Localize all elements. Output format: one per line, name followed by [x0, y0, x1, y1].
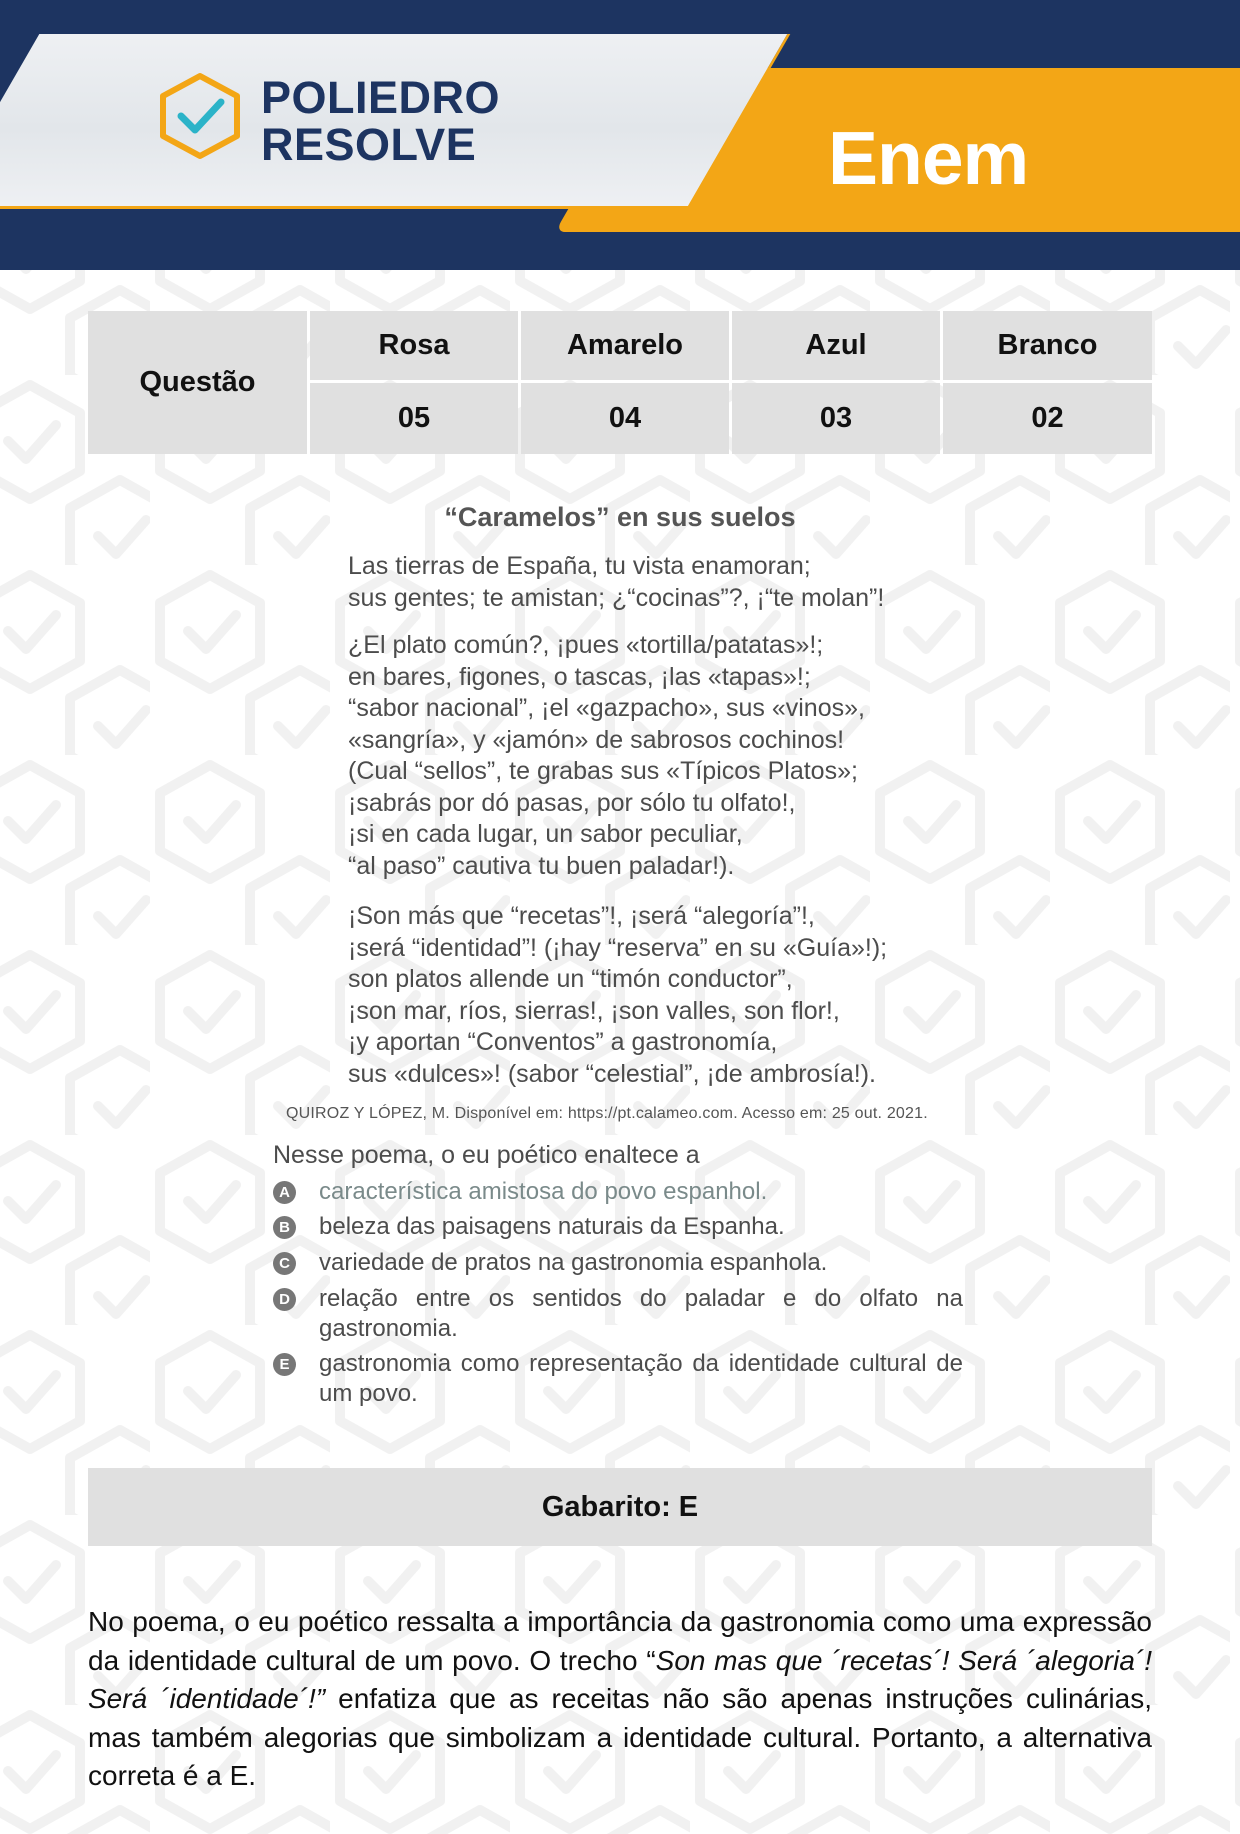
poem-line: «sangría», y «jamón» de sabrosos cochinos! — [348, 725, 845, 754]
poem-line: ¿El plato común?, ¡pues «tortilla/patatas»!; — [348, 631, 824, 659]
question-number-table — [88, 311, 1152, 454]
option-letter-badge: E — [273, 1353, 296, 1376]
explanation-paragraph — [88, 1603, 1152, 1796]
explanation-text-start: No poema, o eu poético ressalta a importância da gastronomia como uma expressão da identidade cultural de um povo. O trecho “ — [88, 1606, 1152, 1676]
brand-line-1: POLIEDRO — [261, 72, 501, 123]
table-value-branco: 02 — [943, 383, 1152, 454]
poem-line: sus «dulces»! (sabor “celestial”, ¡de ambrosía!). — [348, 1059, 876, 1088]
option-text: beleza das paisagens naturais da Espanha. — [319, 1213, 785, 1240]
option-letter-badge: A — [273, 1181, 296, 1204]
table-value-amarelo: 04 — [521, 383, 729, 454]
answer-key-bar — [88, 1468, 1152, 1546]
poem-stanza-3 — [348, 901, 1008, 1090]
poem-line: “sabor nacional”, ¡el «gazpacho», sus «vinos», — [348, 694, 865, 722]
page-header — [0, 0, 1240, 270]
header-accent-line — [0, 206, 640, 209]
poem-stanza-1 — [348, 551, 1008, 614]
poem-source-citation: QUIROZ Y LÓPEZ, M. Disponível em: https://pt.calameo.com. Acesso em: 25 out. 2021. — [286, 1105, 928, 1122]
poem-line: “al paso” cautiva tu buen paladar!). — [348, 851, 735, 880]
option-text: relação entre os sentidos do paladar e do olfato na gastronomia. — [319, 1285, 963, 1342]
option-e — [273, 1349, 963, 1409]
option-letter-badge: B — [273, 1216, 296, 1239]
poem-line: ¡Son más que “recetas”!, ¡será “alegoría”!, — [348, 902, 815, 930]
exam-title: Enem — [828, 116, 1029, 200]
poem-line: son platos allende un “timón conductor”, — [348, 965, 793, 993]
explanation-text-end: enfatiza que as receitas não são apenas instruções culinárias, mas também alegorias que simbolizam a identidade cultural. Portanto, a alternativa correta é a E. — [88, 1683, 1152, 1791]
option-letter-badge: D — [273, 1288, 296, 1311]
option-d — [273, 1284, 963, 1344]
option-a — [273, 1177, 963, 1207]
brand-logo-text — [261, 72, 501, 170]
poem-line: ¡sabrás por dó pasas, por sólo tu olfato!, — [348, 788, 796, 817]
table-value-rosa: 05 — [310, 383, 518, 454]
poem-title: “Caramelos” en sus suelos — [444, 502, 796, 532]
poem-line: (Cual “sellos”, te grabas sus «Típicos Platos»; — [348, 757, 858, 785]
poem-line: ¡son mar, ríos, sierras!, ¡son valles, son flor!, — [348, 996, 840, 1025]
poem-line: en bares, figones, o tascas, ¡las «tapas»!; — [348, 662, 811, 691]
brand-line-2: RESOLVE — [261, 119, 477, 170]
table-header-amarelo: Amarelo — [521, 311, 729, 380]
option-text: variedade de pratos na gastronomia espanhola. — [319, 1249, 828, 1276]
table-value-azul: 03 — [732, 383, 940, 454]
check-hexagon-icon — [157, 71, 243, 161]
table-row-label: Questão — [88, 311, 307, 454]
option-b — [273, 1212, 963, 1242]
explanation-quote: Son mas que ´recetas´! Será ´alegoria´! Será ´identidade´!” — [88, 1644, 1153, 1714]
option-c — [273, 1248, 963, 1278]
table-header-branco: Branco — [943, 311, 1152, 380]
answer-key-label: Gabarito: E — [541, 1490, 699, 1523]
option-text: gastronomia como representação da identidade cultural de um povo. — [319, 1350, 963, 1407]
question-stem: Nesse poema, o eu poético enaltece a — [273, 1141, 700, 1169]
poem-line: ¡y aportan “Conventos” a gastronomía, — [348, 1028, 778, 1056]
table-header-azul: Azul — [732, 311, 940, 380]
option-text: característica amistosa do povo espanhol. — [319, 1178, 768, 1205]
poem-line: ¡será “identidad”! (¡hay “reserva” en su «Guía»!); — [348, 933, 888, 962]
table-header-rosa: Rosa — [310, 311, 518, 380]
poem-line: Las tierras de España, tu vista enamoran; — [348, 552, 811, 580]
poem-stanza-2 — [348, 630, 1008, 882]
poem-line: ¡si en cada lugar, un sabor peculiar, — [348, 820, 743, 848]
option-letter-badge: C — [273, 1252, 296, 1275]
poem-line: sus gentes; te amistan; ¿“cocinas”?, ¡“te molan”! — [348, 583, 885, 612]
